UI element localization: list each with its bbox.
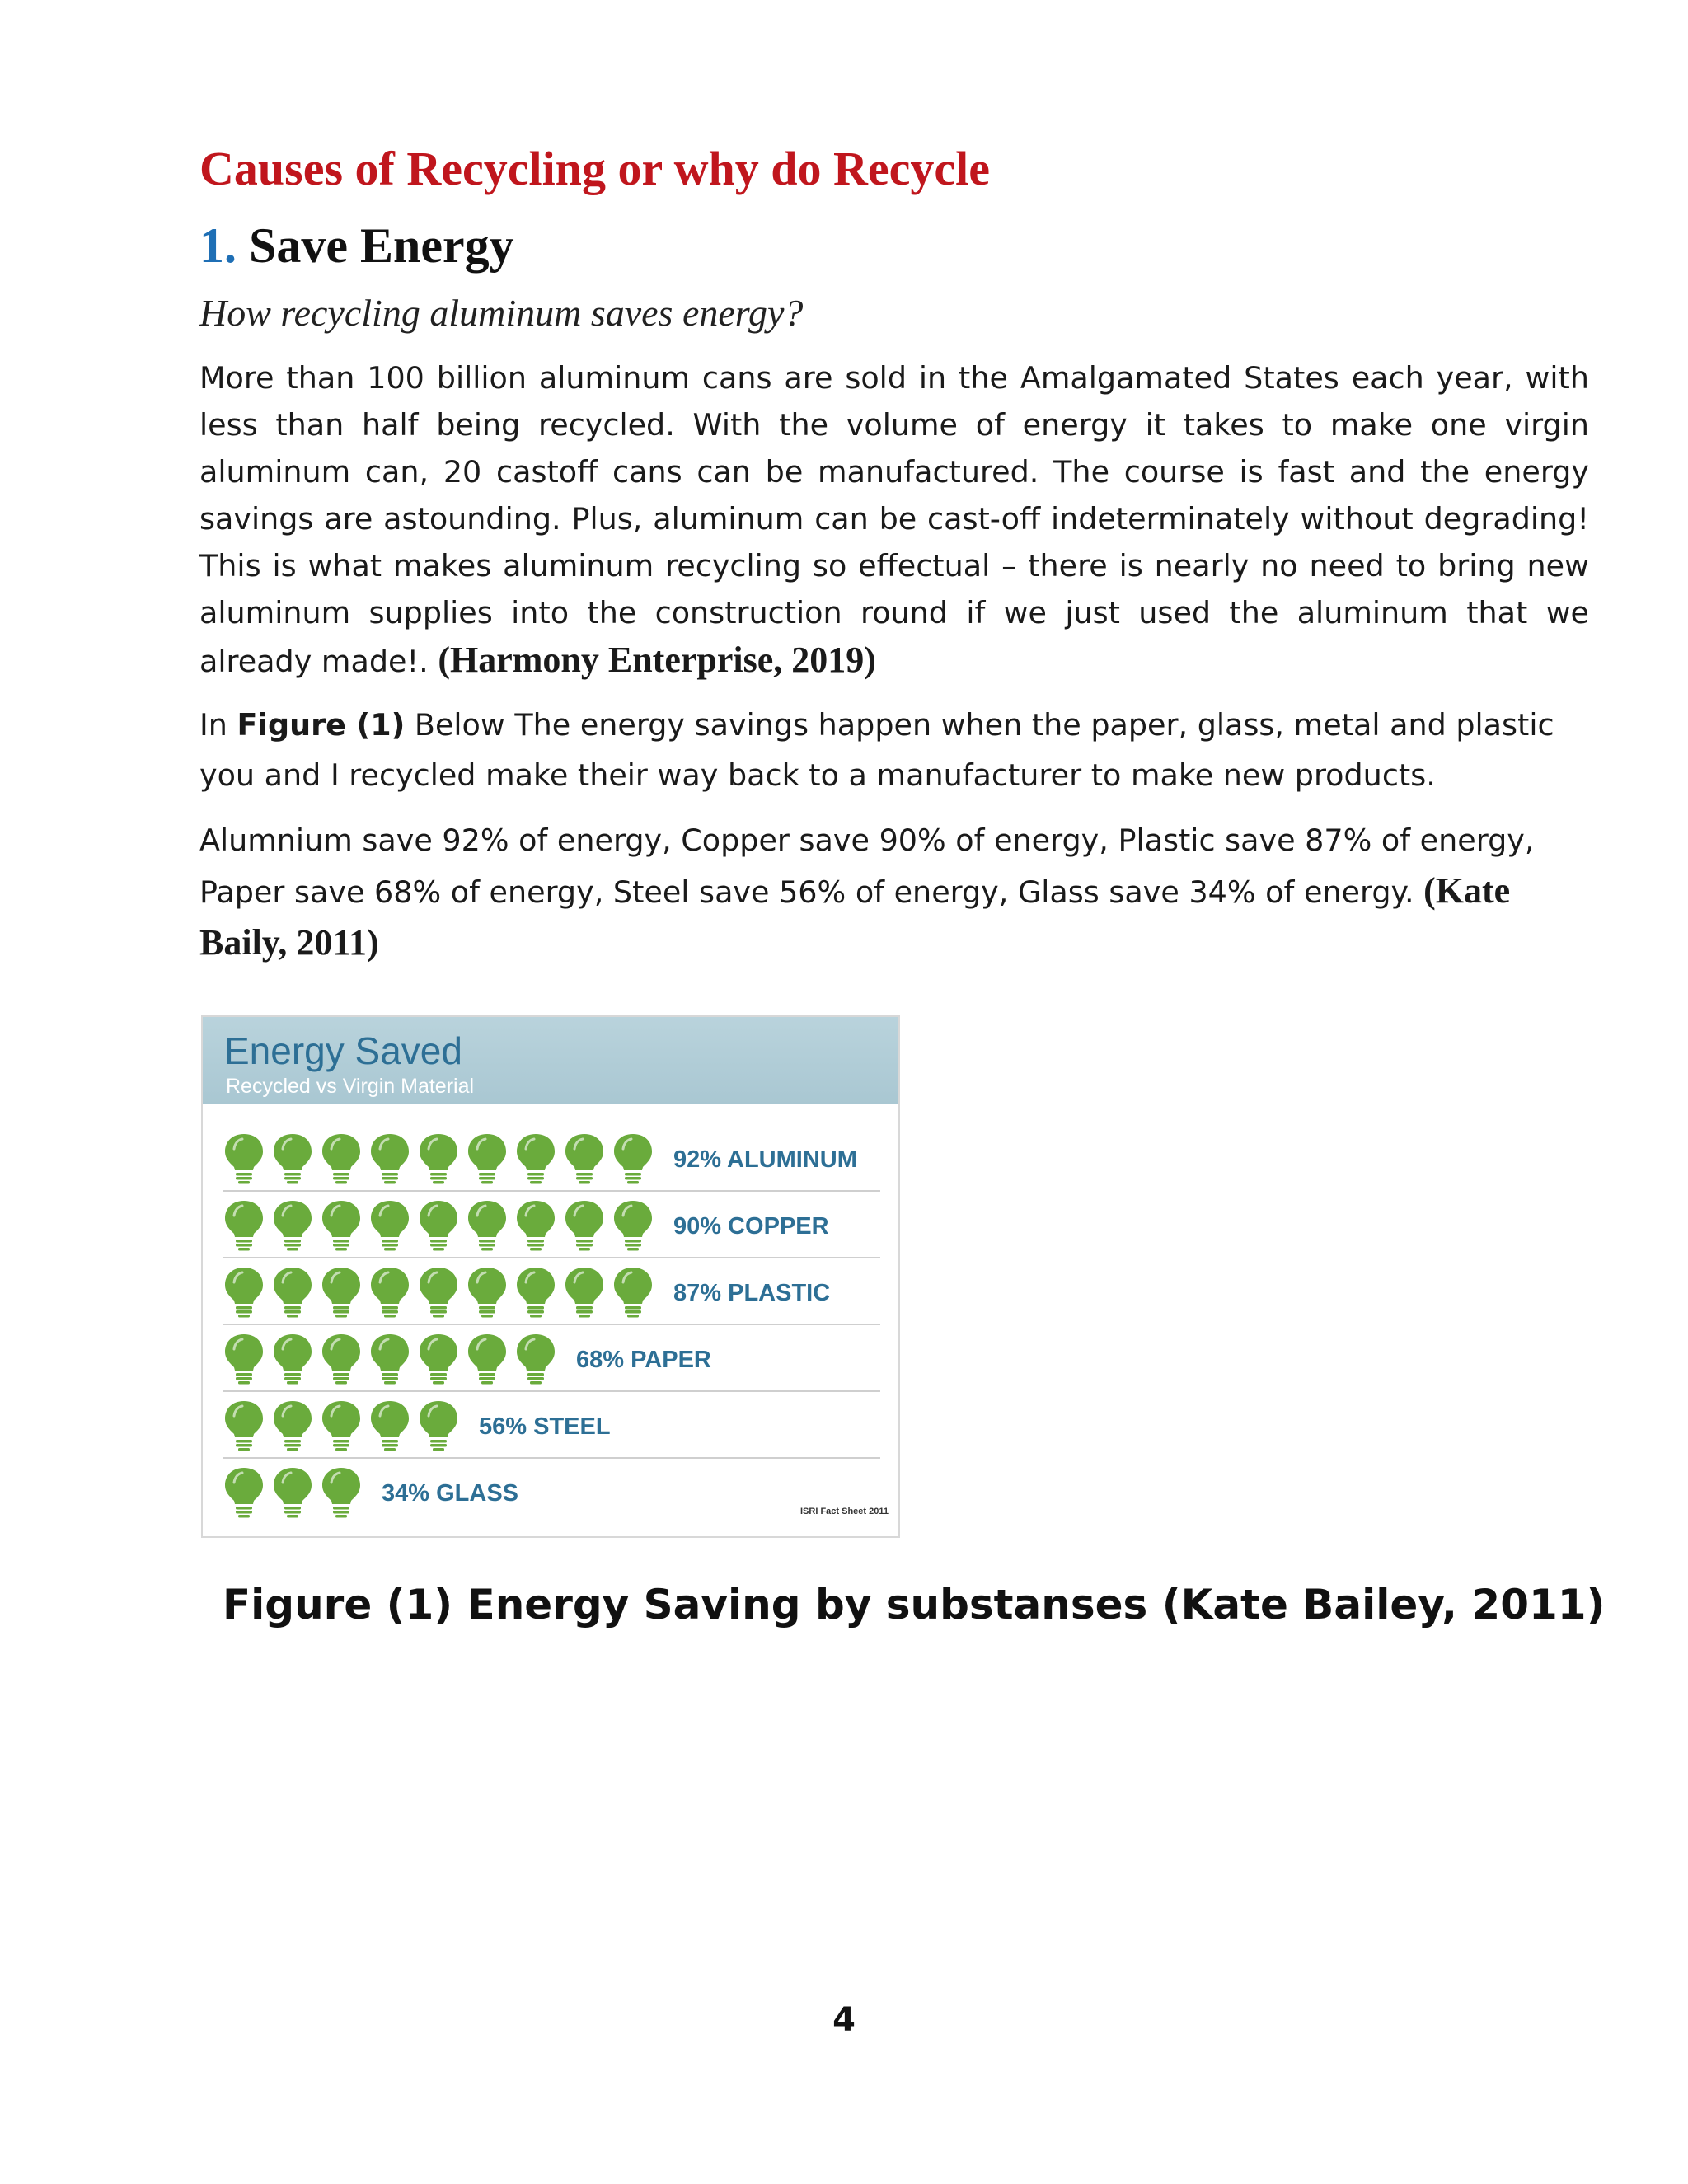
- lightbulb-glass: [225, 1268, 263, 1304]
- lightbulb-base-ring: [236, 1511, 252, 1514]
- lightbulb-base-ring: [384, 1181, 396, 1184]
- lightbulb-icon: [223, 1466, 265, 1519]
- lightbulb-glass: [420, 1134, 457, 1170]
- lightbulb-base-ring: [238, 1181, 250, 1184]
- lightbulb-base-ring: [481, 1181, 493, 1184]
- lightbulb-base-ring: [576, 1244, 593, 1247]
- citation-kate-baily: (Kate Baily, 2011): [199, 870, 1511, 963]
- lightbulb-base-ring: [335, 1381, 347, 1385]
- lightbulb-icon: [563, 1132, 606, 1185]
- lightbulb-glass: [322, 1468, 360, 1504]
- lightbulb-icon: [466, 1333, 509, 1385]
- lightbulb-base-ring: [236, 1373, 252, 1376]
- lightbulb-base-ring: [284, 1240, 301, 1243]
- lightbulb-icon: [320, 1399, 363, 1452]
- lightbulb-base-ring: [382, 1177, 398, 1180]
- data-label: 56% STEEL: [479, 1413, 611, 1440]
- lightbulb-base-ring: [236, 1507, 252, 1510]
- data-label: 68% PAPER: [576, 1347, 711, 1373]
- lightbulb-icon: [417, 1399, 460, 1452]
- lightbulb-base-ring: [433, 1381, 444, 1385]
- lightbulb-icon: [368, 1333, 411, 1385]
- lightbulb-base-ring: [528, 1177, 544, 1180]
- paragraph-savings-text: Alumnium save 92% of energy, Copper save 90% of energy, Plastic save 87% of energy, Paper save 68% of energy, Steel save 56% of energy, Glass save 34% of energy.: [199, 823, 1535, 910]
- lightbulb-base-ring: [627, 1315, 639, 1318]
- lightbulb-base-ring: [579, 1315, 590, 1318]
- bulb-group: [223, 1266, 654, 1319]
- lightbulb-icon: [563, 1199, 606, 1252]
- bulb-group: [223, 1199, 654, 1252]
- paragraph-figure-prefix: In: [199, 707, 227, 743]
- lightbulb-base-ring: [625, 1244, 641, 1247]
- lightbulb-glass: [225, 1201, 263, 1237]
- lightbulb-base-ring: [430, 1244, 447, 1247]
- paragraph-figure-text: Below The energy savings happen when the paper, glass, metal and plastic you and I recycled make their way back to a manufacturer to make new products.: [199, 707, 1554, 793]
- lightbulb-base-ring: [627, 1248, 639, 1251]
- lightbulb-base-ring: [625, 1310, 641, 1314]
- lightbulb-base-ring: [284, 1440, 301, 1443]
- lightbulb-base-ring: [236, 1440, 252, 1443]
- lightbulb-glass: [565, 1268, 603, 1304]
- lightbulb-base-ring: [430, 1177, 447, 1180]
- lightbulb-base-ring: [287, 1381, 298, 1385]
- lightbulb-base-ring: [530, 1381, 542, 1385]
- lightbulb-base-ring: [382, 1377, 398, 1380]
- lightbulb-glass: [322, 1268, 360, 1304]
- lightbulb-base-ring: [576, 1173, 593, 1176]
- lightbulb-base-ring: [333, 1240, 349, 1243]
- lightbulb-icon: [320, 1132, 363, 1185]
- row-divider: [223, 1457, 880, 1459]
- lightbulb-icon: [320, 1199, 363, 1252]
- lightbulb-icon: [368, 1199, 411, 1252]
- lightbulb-icon: [466, 1132, 509, 1185]
- lightbulb-base-ring: [236, 1177, 252, 1180]
- lightbulb-base-ring: [333, 1306, 349, 1310]
- lightbulb-glass: [517, 1268, 555, 1304]
- citation-harmony: (Harmony Enterprise, 2019): [438, 640, 876, 680]
- lightbulb-base-ring: [433, 1181, 444, 1184]
- lightbulb-base-ring: [236, 1377, 252, 1380]
- lightbulb-glass: [468, 1134, 506, 1170]
- lightbulb-base-ring: [333, 1177, 349, 1180]
- lightbulb-base-ring: [287, 1515, 298, 1518]
- lightbulb-glass: [420, 1201, 457, 1237]
- lightbulb-glass: [420, 1268, 457, 1304]
- lightbulb-icon: [271, 1132, 314, 1185]
- lightbulb-base-ring: [384, 1448, 396, 1451]
- lightbulb-icon: [514, 1132, 557, 1185]
- pictograph-row-steel: [223, 1393, 880, 1459]
- lightbulb-base-ring: [481, 1248, 493, 1251]
- lightbulb-base-ring: [430, 1377, 447, 1380]
- lightbulb-base-ring: [430, 1373, 447, 1376]
- lightbulb-icon: [417, 1132, 460, 1185]
- lightbulb-glass: [371, 1334, 409, 1371]
- lightbulb-base-ring: [284, 1373, 301, 1376]
- lightbulb-base-ring: [625, 1177, 641, 1180]
- lightbulb-base-ring: [238, 1248, 250, 1251]
- lightbulb-glass: [614, 1268, 652, 1304]
- lightbulb-icon: [612, 1199, 654, 1252]
- bulb-group: [223, 1466, 363, 1519]
- infographic-title: Energy Saved: [224, 1029, 462, 1072]
- lightbulb-icon: [320, 1333, 363, 1385]
- lightbulb-base-ring: [333, 1310, 349, 1314]
- lightbulb-glass: [274, 1334, 312, 1371]
- lightbulb-icon: [563, 1266, 606, 1319]
- lightbulb-glass: [614, 1134, 652, 1170]
- lightbulb-base-ring: [236, 1310, 252, 1314]
- lightbulb-base-ring: [382, 1244, 398, 1247]
- lightbulb-icon: [223, 1333, 265, 1385]
- lightbulb-base-ring: [284, 1511, 301, 1514]
- lightbulb-glass: [322, 1134, 360, 1170]
- section-title: Causes of Recycling or why do Recycle: [199, 142, 991, 195]
- lightbulb-icon: [271, 1199, 314, 1252]
- lightbulb-base-ring: [528, 1310, 544, 1314]
- lightbulb-base-ring: [284, 1444, 301, 1447]
- lightbulb-base-ring: [382, 1306, 398, 1310]
- subsection-title: Save Energy: [249, 218, 514, 273]
- data-label: 92% ALUMINUM: [673, 1146, 857, 1173]
- lightbulb-glass: [225, 1468, 263, 1504]
- lightbulb-glass: [468, 1201, 506, 1237]
- lightbulb-glass: [274, 1201, 312, 1237]
- row-divider: [223, 1390, 880, 1392]
- lightbulb-base-ring: [530, 1248, 542, 1251]
- lightbulb-base-ring: [384, 1315, 396, 1318]
- lightbulb-icon: [271, 1399, 314, 1452]
- lightbulb-glass: [225, 1134, 263, 1170]
- lightbulb-base-ring: [528, 1240, 544, 1243]
- lightbulb-base-ring: [284, 1507, 301, 1510]
- infographic-source: ISRI Fact Sheet 2011: [800, 1507, 889, 1516]
- infographic-header: [203, 1017, 898, 1104]
- lightbulb-base-ring: [430, 1440, 447, 1443]
- pictograph-row-plastic: [223, 1259, 880, 1325]
- lightbulb-icon: [271, 1266, 314, 1319]
- lightbulb-base-ring: [236, 1173, 252, 1176]
- lightbulb-base-ring: [333, 1440, 349, 1443]
- pictograph-row-paper: [223, 1326, 880, 1392]
- lightbulb-base-ring: [284, 1173, 301, 1176]
- lightbulb-glass: [322, 1201, 360, 1237]
- lightbulb-base-ring: [333, 1444, 349, 1447]
- energy-saved-infographic: [201, 1015, 900, 1538]
- lightbulb-icon: [368, 1266, 411, 1319]
- lightbulb-icon: [417, 1266, 460, 1319]
- lightbulb-base-ring: [430, 1240, 447, 1243]
- lightbulb-glass: [371, 1201, 409, 1237]
- lightbulb-icon: [223, 1132, 265, 1185]
- lightbulb-base-ring: [625, 1306, 641, 1310]
- data-label: 34% GLASS: [382, 1480, 518, 1507]
- lightbulb-base-ring: [479, 1244, 495, 1247]
- lightbulb-glass: [468, 1334, 506, 1371]
- lightbulb-base-ring: [333, 1377, 349, 1380]
- lightbulb-glass: [614, 1201, 652, 1237]
- lightbulb-base-ring: [382, 1444, 398, 1447]
- subsection-heading: [199, 209, 1589, 282]
- lightbulb-base-ring: [430, 1444, 447, 1447]
- subsection-number: 1.: [199, 218, 237, 273]
- lightbulb-glass: [274, 1134, 312, 1170]
- lightbulb-base-ring: [236, 1444, 252, 1447]
- lightbulb-base-ring: [433, 1315, 444, 1318]
- lightbulb-base-ring: [382, 1310, 398, 1314]
- lightbulb-base-ring: [479, 1373, 495, 1376]
- lightbulb-icon: [514, 1199, 557, 1252]
- lightbulb-base-ring: [284, 1177, 301, 1180]
- lightbulb-icon: [466, 1199, 509, 1252]
- pictograph-row-glass: [223, 1460, 880, 1526]
- lightbulb-base-ring: [236, 1244, 252, 1247]
- lightbulb-base-ring: [479, 1306, 495, 1310]
- lightbulb-base-ring: [576, 1240, 593, 1243]
- lightbulb-base-ring: [284, 1377, 301, 1380]
- lightbulb-glass: [322, 1334, 360, 1371]
- lightbulb-base-ring: [625, 1240, 641, 1243]
- lightbulb-base-ring: [576, 1177, 593, 1180]
- lightbulb-icon: [466, 1266, 509, 1319]
- lightbulb-base-ring: [382, 1440, 398, 1443]
- document-body: [199, 132, 1589, 969]
- lightbulb-glass: [517, 1334, 555, 1371]
- lightbulb-base-ring: [335, 1515, 347, 1518]
- lightbulb-base-ring: [430, 1310, 447, 1314]
- paragraph-aluminum: [199, 354, 1589, 685]
- lightbulb-base-ring: [284, 1306, 301, 1310]
- lightbulb-base-ring: [333, 1507, 349, 1510]
- lightbulb-base-ring: [384, 1381, 396, 1385]
- lightbulb-icon: [612, 1266, 654, 1319]
- lightbulb-base-ring: [238, 1515, 250, 1518]
- lightbulb-base-ring: [284, 1310, 301, 1314]
- lightbulb-glass: [468, 1268, 506, 1304]
- lightbulb-glass: [225, 1334, 263, 1371]
- lightbulb-icon: [417, 1333, 460, 1385]
- pictograph-row-copper: [223, 1193, 880, 1258]
- lightbulb-base-ring: [627, 1181, 639, 1184]
- lightbulb-base-ring: [479, 1240, 495, 1243]
- lightbulb-glass: [274, 1468, 312, 1504]
- lightbulb-icon: [320, 1466, 363, 1519]
- lightbulb-icon: [271, 1333, 314, 1385]
- bulb-group: [223, 1132, 654, 1185]
- lightbulb-base-ring: [625, 1173, 641, 1176]
- pictograph-row-aluminum: [223, 1126, 880, 1192]
- lightbulb-icon: [514, 1333, 557, 1385]
- lightbulb-icon: [223, 1266, 265, 1319]
- lightbulb-base-ring: [284, 1244, 301, 1247]
- infographic-subtitle: Recycled vs Virgin Material: [226, 1075, 475, 1098]
- lightbulb-base-ring: [528, 1377, 544, 1380]
- paragraph-savings-list: [199, 815, 1589, 969]
- lightbulb-glass: [517, 1201, 555, 1237]
- page-number: 4: [832, 2001, 856, 2039]
- lightbulb-glass: [565, 1134, 603, 1170]
- lightbulb-base-ring: [479, 1310, 495, 1314]
- lightbulb-base-ring: [335, 1448, 347, 1451]
- data-label: 87% PLASTIC: [673, 1280, 831, 1306]
- lightbulb-base-ring: [333, 1244, 349, 1247]
- figure-reference: Figure (1): [237, 707, 406, 743]
- lightbulb-base-ring: [433, 1448, 444, 1451]
- lightbulb-base-ring: [528, 1373, 544, 1376]
- lightbulb-base-ring: [479, 1377, 495, 1380]
- lightbulb-base-ring: [384, 1248, 396, 1251]
- lightbulb-base-ring: [576, 1306, 593, 1310]
- lightbulb-glass: [274, 1401, 312, 1437]
- lightbulb-base-ring: [479, 1177, 495, 1180]
- lightbulb-base-ring: [433, 1248, 444, 1251]
- row-divider: [223, 1324, 880, 1325]
- lightbulb-base-ring: [481, 1315, 493, 1318]
- figure-caption: Figure (1) Energy Saving by substanses (Kate Bailey, 2011): [223, 1581, 1606, 1629]
- lightbulb-icon: [368, 1132, 411, 1185]
- paragraph-aluminum-text: More than 100 billion aluminum cans are sold in the Amalgamated States each year, with less than half being recycled. With the volume of energy it takes to make one virgin aluminum can, 20 castoff cans can be manufactured. The course is fast and the energy savings are astounding. Plus, aluminum can be cast-off indeterminately without degrading! This is what makes aluminum recycling so effectual – there is nearly no need to bring new aluminum supplies into the construction round if we just used the aluminum that we already made!.: [199, 360, 1589, 679]
- lightbulb-base-ring: [335, 1315, 347, 1318]
- lightbulb-base-ring: [430, 1173, 447, 1176]
- lightbulb-glass: [420, 1401, 457, 1437]
- lightbulb-base-ring: [333, 1511, 349, 1514]
- lightbulb-base-ring: [382, 1173, 398, 1176]
- paragraph-figure-intro: [199, 700, 1589, 800]
- lightbulb-base-ring: [335, 1181, 347, 1184]
- lightbulb-base-ring: [238, 1381, 250, 1385]
- lightbulb-base-ring: [430, 1306, 447, 1310]
- lightbulb-glass: [274, 1268, 312, 1304]
- lightbulb-base-ring: [528, 1173, 544, 1176]
- lightbulb-icon: [417, 1199, 460, 1252]
- lightbulb-base-ring: [287, 1315, 298, 1318]
- lightbulb-icon: [368, 1399, 411, 1452]
- lightbulb-base-ring: [382, 1373, 398, 1376]
- data-label: 90% COPPER: [673, 1213, 829, 1240]
- bulb-group: [223, 1399, 460, 1452]
- bulb-group: [223, 1333, 557, 1385]
- lightbulb-base-ring: [333, 1173, 349, 1176]
- lightbulb-base-ring: [528, 1306, 544, 1310]
- lightbulb-base-ring: [579, 1181, 590, 1184]
- lightbulb-icon: [514, 1266, 557, 1319]
- lightbulb-base-ring: [382, 1240, 398, 1243]
- lightbulb-base-ring: [481, 1381, 493, 1385]
- lightbulb-base-ring: [479, 1173, 495, 1176]
- lightbulb-base-ring: [287, 1248, 298, 1251]
- lightbulb-base-ring: [236, 1306, 252, 1310]
- lightbulb-glass: [420, 1334, 457, 1371]
- lightbulb-glass: [371, 1134, 409, 1170]
- lightbulb-glass: [371, 1401, 409, 1437]
- lightbulb-glass: [322, 1401, 360, 1437]
- lightbulb-base-ring: [579, 1248, 590, 1251]
- lightbulb-base-ring: [530, 1315, 542, 1318]
- lightbulb-base-ring: [238, 1315, 250, 1318]
- lightbulb-glass: [225, 1401, 263, 1437]
- lightbulb-icon: [223, 1199, 265, 1252]
- lightbulb-icon: [612, 1132, 654, 1185]
- lightbulb-base-ring: [333, 1373, 349, 1376]
- lightbulb-icon: [223, 1399, 265, 1452]
- lightbulb-base-ring: [530, 1181, 542, 1184]
- row-divider: [223, 1257, 880, 1258]
- lightbulb-icon: [320, 1266, 363, 1319]
- lightbulb-base-ring: [287, 1181, 298, 1184]
- lightbulb-glass: [517, 1134, 555, 1170]
- lightbulb-base-ring: [236, 1240, 252, 1243]
- lightbulb-base-ring: [287, 1448, 298, 1451]
- lightbulb-base-ring: [238, 1448, 250, 1451]
- lightbulb-base-ring: [335, 1248, 347, 1251]
- lightbulb-base-ring: [528, 1244, 544, 1247]
- lightbulb-icon: [271, 1466, 314, 1519]
- question-heading: How recycling aluminum saves energy?: [199, 292, 804, 334]
- row-divider: [223, 1190, 880, 1192]
- lightbulb-glass: [371, 1268, 409, 1304]
- lightbulb-base-ring: [576, 1310, 593, 1314]
- lightbulb-glass: [565, 1201, 603, 1237]
